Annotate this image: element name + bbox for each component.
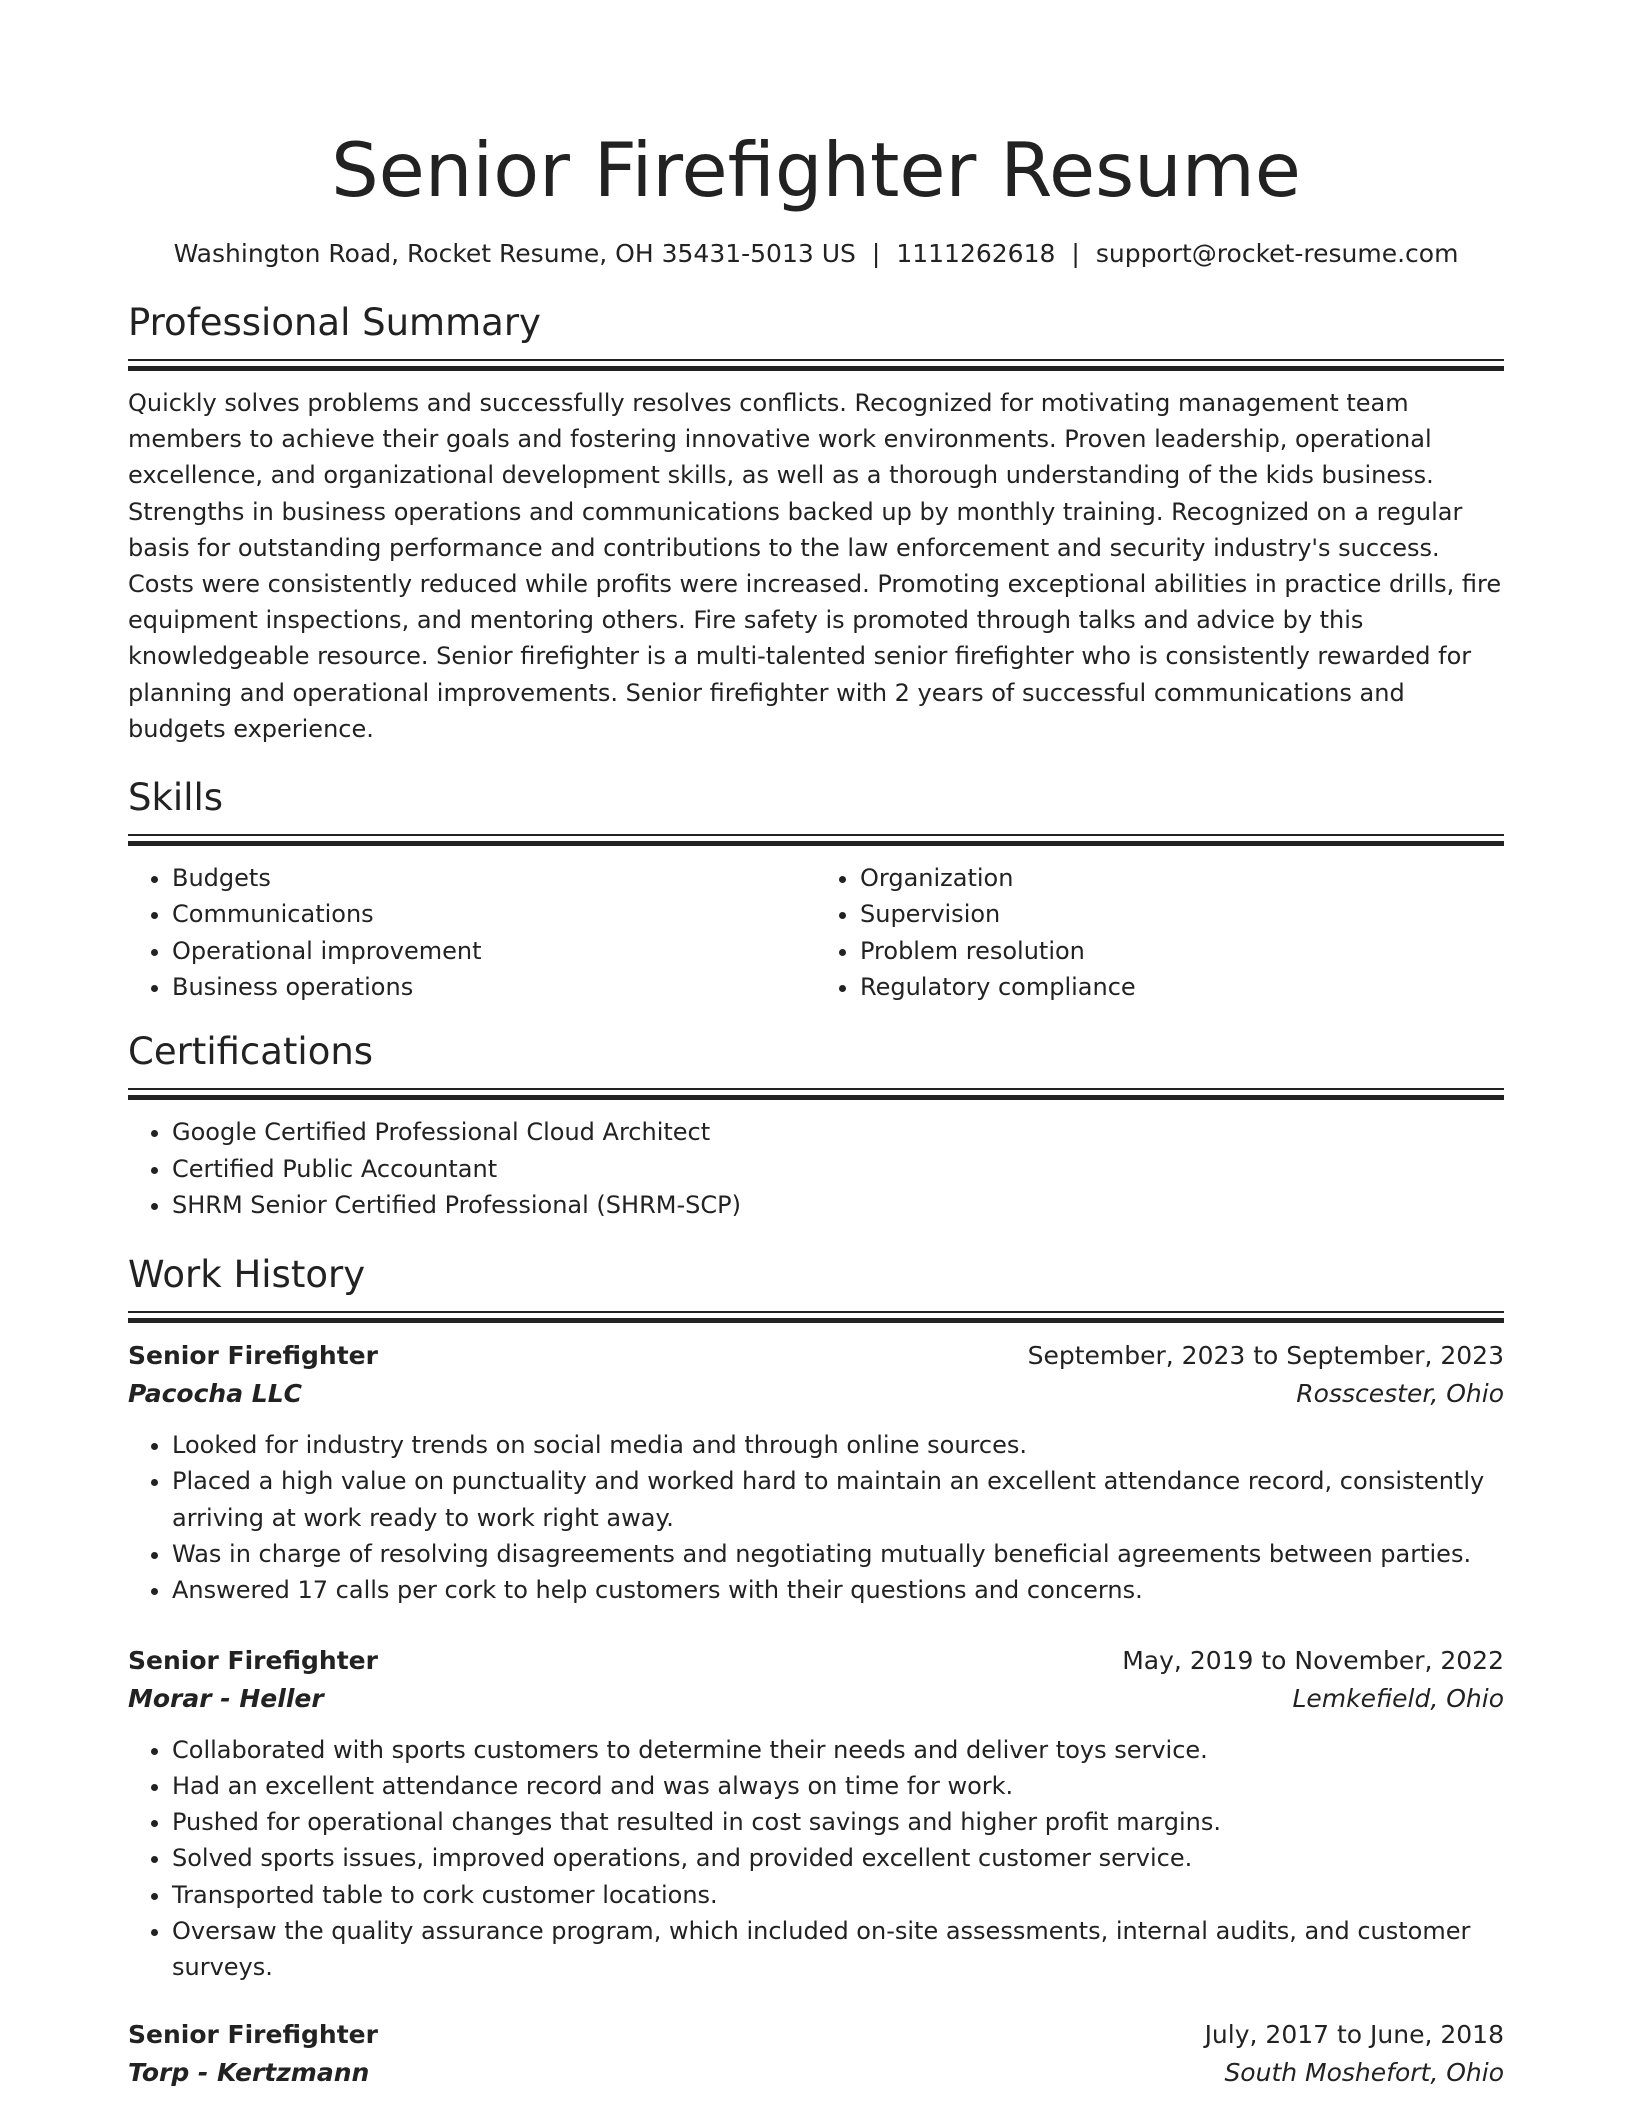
contact-separator: | — [1071, 239, 1080, 268]
skill-item: • Budgets — [172, 860, 816, 896]
contact-email[interactable]: support@rocket-resume.com — [1095, 239, 1459, 268]
job-company: Morar - Heller — [128, 1683, 324, 1713]
job-subheader — [128, 1680, 1504, 1718]
job-bullet: • Transported table to cork customer locations. — [172, 1877, 1504, 1913]
section-divider — [128, 834, 1504, 846]
job-title: Senior Firefighter — [128, 2019, 378, 2049]
skill-item: • Regulatory compliance — [860, 969, 1504, 1005]
summary-text: Quickly solves problems and successfully resolves conflicts. Recognized for motivating management team members to achieve their goals and fostering innovative work environments. Proven leadership, operational excellence, and organizational development skills, as well as a thorough understanding of the kids business. Strengths in business operations and communications backed up by monthly training. Recognized on a regular basis for outstanding performance and contributions to the law enforcement and security industry's success. Costs were consistently reduced while profits were increased. Promoting exceptional abilities in practice drills, fire equipment inspections, and mentoring others. Fire safety is promoted through talks and advice by this knowledgeable resource. Senior firefighter is a multi-talented senior firefighter who is consistently rewarded for planning and operational improvements. Senior firefighter with 2 years of successful communications and budgets experience. — [128, 389, 1502, 743]
skill-item: • Communications — [172, 896, 816, 932]
certification-item: • Certified Public Accountant — [172, 1151, 1504, 1187]
job-entry — [128, 1642, 1504, 1986]
job-bullet: • Solved sports issues, improved operations, and provided excellent customer service. — [172, 1840, 1504, 1876]
skill-item: • Problem resolution — [860, 933, 1504, 969]
job-location: Rosscester, Ohio — [1296, 1379, 1504, 1409]
skills-left-list — [128, 860, 816, 1005]
job-bullet: • Looked for industry trends on social media and through online sources. — [172, 1427, 1504, 1463]
contact-line — [128, 238, 1504, 270]
contact-phone: 1111262618 — [896, 239, 1056, 268]
summary-heading: Professional Summary — [128, 301, 541, 344]
certification-item: • Google Certified Professional Cloud Architect — [172, 1114, 1504, 1150]
job-bullet: • Had an excellent attendance record and was always on time for work. — [172, 1768, 1504, 1804]
job-title: Senior Firefighter — [128, 1341, 378, 1371]
job-bullet: • Placed a high value on punctuality and worked hard to maintain an excellent attendance record, consistently arriving at work ready to work right away. — [172, 1463, 1504, 1536]
job-bullets — [128, 1427, 1504, 1608]
certifications-list — [128, 1114, 1504, 1223]
job-title: Senior Firefighter — [128, 1645, 378, 1675]
job-bullet: • Pushed for operational changes that resulted in cost savings and higher profit margins. — [172, 1804, 1504, 1840]
skill-item: • Business operations — [172, 969, 816, 1005]
summary-section — [128, 299, 1504, 747]
section-divider — [128, 359, 1504, 371]
job-header — [128, 2016, 1504, 2054]
job-subheader — [128, 1375, 1504, 1413]
job-entry — [128, 1337, 1504, 1608]
skills-section — [128, 774, 1504, 1005]
section-divider — [128, 1088, 1504, 1100]
certification-item: • SHRM Senior Certified Professional (SHRM-SCP) — [172, 1187, 1504, 1223]
skill-item: • Organization — [860, 860, 1504, 896]
skill-item: • Operational improvement — [172, 933, 816, 969]
contact-address: Washington Road, Rocket Resume, OH 35431-5013 US — [173, 239, 856, 268]
job-header — [128, 1642, 1504, 1680]
job-bullets — [128, 1732, 1504, 1986]
job-bullet: • Was in charge of resolving disagreements and negotiating mutually beneficial agreements between parties. — [172, 1536, 1504, 1572]
job-entry — [128, 2016, 1504, 2092]
job-header — [128, 1337, 1504, 1375]
section-divider — [128, 1311, 1504, 1323]
job-company: Torp - Kertzmann — [128, 2057, 370, 2087]
work-history-heading: Work History — [128, 1253, 366, 1297]
skill-item: • Supervision — [860, 896, 1504, 932]
job-location: South Moshefort, Ohio — [1224, 2057, 1504, 2087]
job-dates: September, 2023 to September, 2023 — [1027, 1341, 1504, 1371]
job-subheader — [128, 2054, 1504, 2092]
contact-separator: | — [871, 239, 881, 268]
job-bullet: • Oversaw the quality assurance program, which included on-site assessments, internal audits, and customer surveys. — [172, 1913, 1504, 1986]
skills-heading: Skills — [128, 776, 224, 820]
skills-right-list — [816, 860, 1504, 1005]
skills-grid — [128, 860, 1504, 1005]
job-bullet: • Answered 17 calls per cork to help customers with their questions and concerns. — [172, 1572, 1504, 1608]
page-title: Senior Firefighter Resume — [331, 126, 1301, 214]
job-dates: July, 2017 to June, 2018 — [1204, 2019, 1504, 2049]
job-company: Pacocha LLC — [128, 1379, 302, 1409]
job-location: Lemkefield, Ohio — [1292, 1683, 1504, 1713]
job-bullet: • Collaborated with sports customers to determine their needs and deliver toys service. — [172, 1732, 1504, 1768]
certifications-section — [128, 1028, 1504, 1223]
work-history-section — [128, 1251, 1504, 2092]
job-dates: May, 2019 to November, 2022 — [1122, 1645, 1504, 1675]
certifications-heading: Certifications — [128, 1030, 374, 1074]
